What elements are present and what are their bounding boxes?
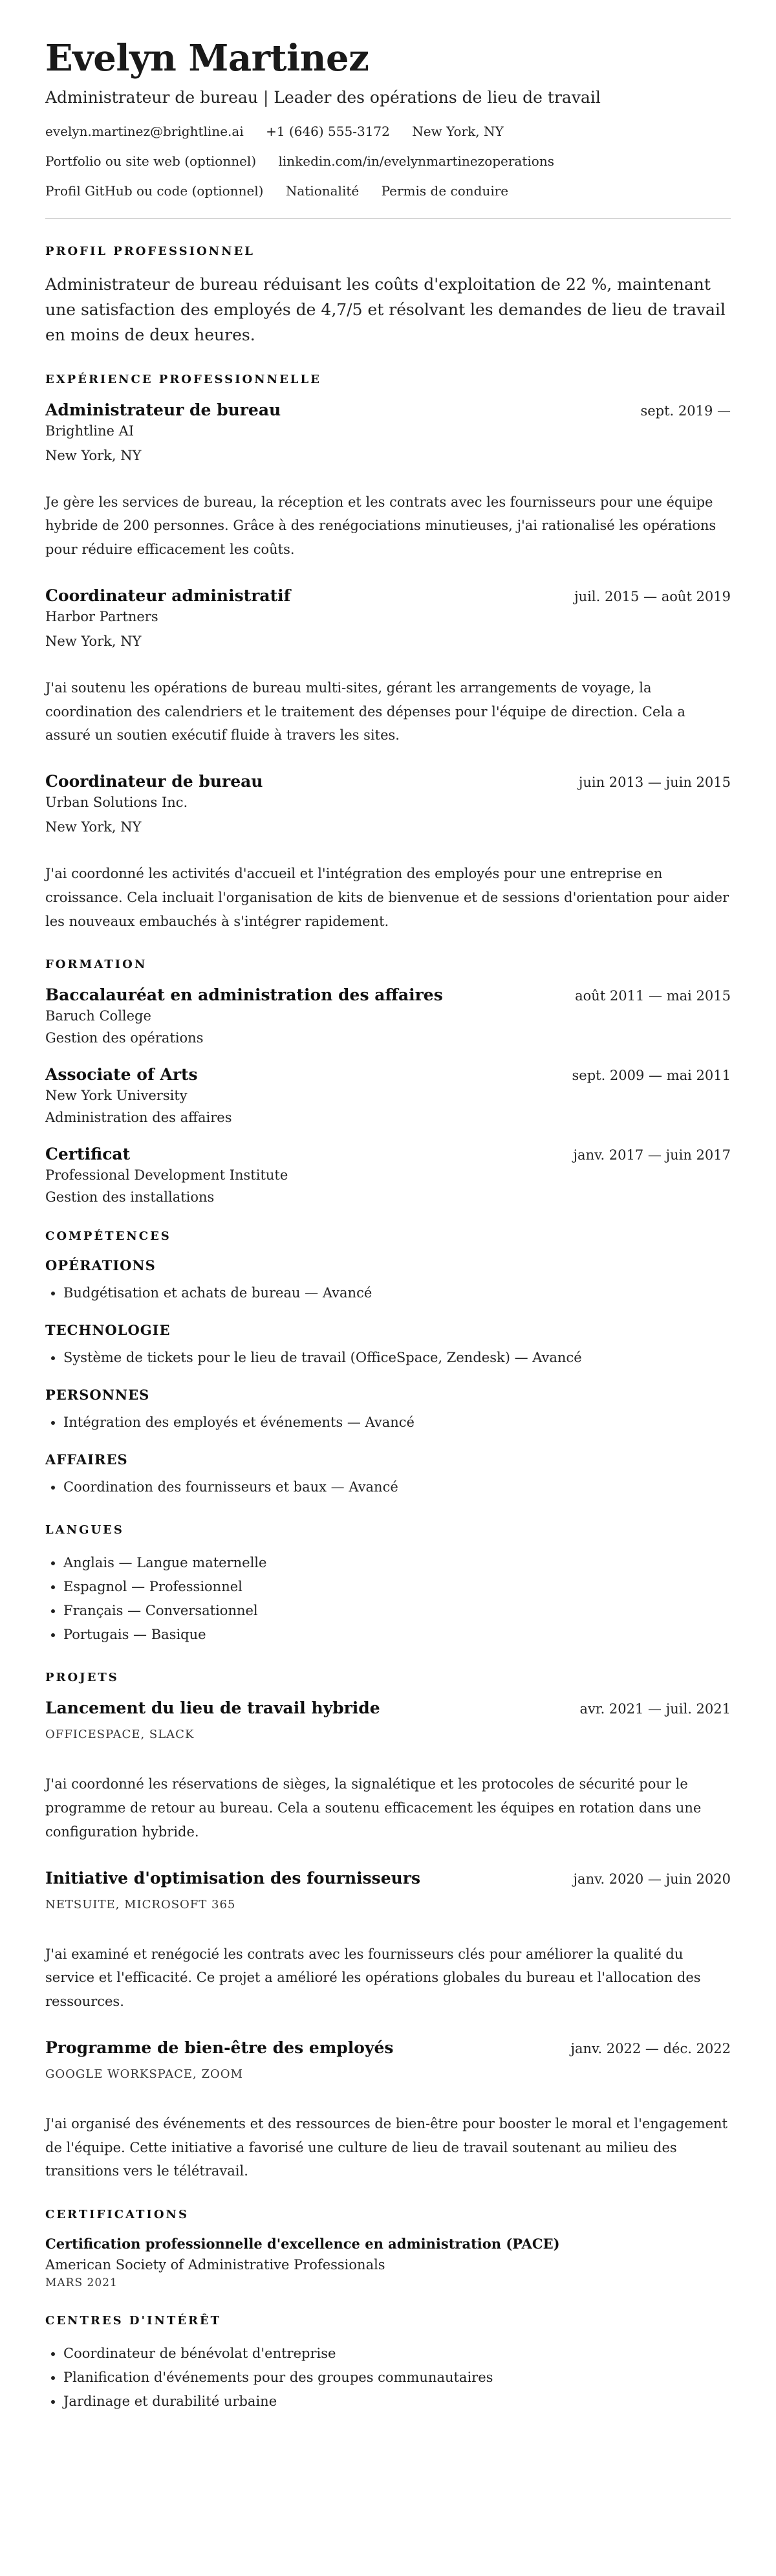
- profile-section: [45, 245, 731, 347]
- education-entry: [45, 1065, 731, 1125]
- project-tech: OFFICESPACE, SLACK: [45, 1728, 195, 1742]
- project-title: Initiative d'optimisation des fournisseurs: [45, 1868, 421, 1888]
- degree-title: Associate of Arts: [45, 1065, 198, 1084]
- experience-entry: [45, 772, 731, 933]
- education-section: [45, 958, 731, 1205]
- github-link[interactable]: Profil GitHub ou code (optionnel): [45, 183, 264, 199]
- cert-name: Certification professionnelle d'excellence en administration (PACE): [45, 2236, 560, 2252]
- section-title-experience: EXPÉRIENCE PROFESSIONNELLE: [45, 372, 321, 386]
- language-item: • Espagnol — Professionnel: [63, 1575, 731, 1599]
- candidate-name: Evelyn Martinez: [45, 37, 369, 80]
- skill-item: • Budgétisation et achats de bureau — Avancé: [63, 1281, 731, 1305]
- skill-list: [45, 1411, 731, 1435]
- skill-item: • Coordination des fournisseurs et baux — Avancé: [63, 1475, 731, 1499]
- skill-category: OPÉRATIONS: [45, 1257, 156, 1274]
- candidate-subtitle: Administrateur de bureau | Leader des opérations de lieu de travail: [45, 88, 601, 107]
- cert-date: MARS 2021: [45, 2276, 118, 2290]
- job-date: sept. 2019 —: [640, 402, 731, 419]
- section-title-interests: CENTRES D'INTÉRÊT: [45, 2314, 222, 2328]
- degree-field: Administration des affaires: [45, 1110, 232, 1126]
- job-description: J'ai coordonné les activités d'accueil et l'intégration des employés pour une entreprise en croissance. Cela incluait l'organisation de kits de bienvenue et de sessions d'orientation pour aider les nouveaux embauchés à s'intégrer rapidement.: [45, 866, 729, 929]
- interests-section: [45, 2314, 731, 2413]
- job-date: juin 2013 — juin 2015: [578, 775, 731, 791]
- language-item: • Anglais — Langue maternelle: [63, 1551, 731, 1575]
- section-title-skills: COMPÉTENCES: [45, 1229, 171, 1244]
- phone-text: +1 (646) 555-3172: [266, 124, 390, 140]
- degree-date: janv. 2017 — juin 2017: [573, 1147, 731, 1163]
- interest-item: • Planification d'événements pour des groupes communautaires: [63, 2366, 731, 2390]
- contact-row-2: [45, 153, 731, 169]
- portfolio-link[interactable]: Portfolio ou site web (optionnel): [45, 153, 257, 170]
- job-company: Urban Solutions Inc.: [45, 795, 188, 811]
- interest-list: [45, 2342, 731, 2413]
- project-description: J'ai coordonné les réservations de sièges, la signalétique et les protocoles de sécurité pour le programme de retour au bureau. Cela a soutenu efficacement les équipes en rotation dans une configuration hybride.: [45, 1776, 702, 1840]
- section-title-education: FORMATION: [45, 958, 147, 972]
- skill-category: PERSONNES: [45, 1386, 150, 1403]
- job-title: Administrateur de bureau: [45, 400, 281, 419]
- interest-item: • Coordinateur de bénévolat d'entreprise: [63, 2342, 731, 2366]
- school-name: New York University: [45, 1088, 188, 1104]
- job-location: New York, NY: [45, 819, 142, 835]
- degree-field: Gestion des installations: [45, 1189, 215, 1205]
- degree-title: Certificat: [45, 1145, 131, 1164]
- job-location: New York, NY: [45, 633, 142, 649]
- section-title-certifications: CERTIFICATIONS: [45, 2208, 189, 2222]
- section-title-profile: PROFIL PROFESSIONNEL: [45, 245, 255, 259]
- nationality-text: Nationalité: [285, 183, 360, 199]
- license-text: Permis de conduire: [381, 183, 509, 199]
- project-date: avr. 2021 — juil. 2021: [579, 1701, 731, 1717]
- project-date: janv. 2020 — juin 2020: [573, 1871, 731, 1887]
- experience-entry: [45, 401, 731, 562]
- skill-category: AFFAIRES: [45, 1451, 128, 1468]
- header-divider: [45, 218, 731, 219]
- skill-list: [45, 1346, 731, 1370]
- job-date: juil. 2015 — août 2019: [574, 588, 731, 604]
- language-list: [45, 1551, 731, 1646]
- project-tech: NETSUITE, MICROSOFT 365: [45, 1897, 236, 1911]
- skill-item: • Intégration des employés et événements — Avancé: [63, 1411, 731, 1435]
- project-description: J'ai organisé des événements et des ressources de bien-être pour booster le moral et l'engagement de l'équipe. Cette initiative a favorisé une culture de lieu de travail soutenant au milieu des transitions vers le télétravail.: [45, 2115, 727, 2179]
- school-name: Professional Development Institute: [45, 1167, 288, 1183]
- skill-category: TECHNOLOGIE: [45, 1322, 171, 1339]
- project-entry: [45, 1699, 731, 1844]
- contact-row-1: [45, 124, 731, 139]
- job-location: New York, NY: [45, 447, 142, 463]
- job-company: Brightline AI: [45, 423, 135, 439]
- project-description: J'ai examiné et renégocié les contrats avec les fournisseurs clés pour améliorer la qualité du service et l'efficacité. Ce projet a amélioré les opérations globales du bureau et l'allocation des ressources.: [45, 1946, 701, 2010]
- skill-item: • Système de tickets pour le lieu de travail (OfficeSpace, Zendesk) — Avancé: [63, 1346, 731, 1370]
- projects-section: [45, 1671, 731, 2183]
- degree-field: Gestion des opérations: [45, 1030, 204, 1046]
- section-title-languages: LANGUES: [45, 1523, 124, 1537]
- experience-section: [45, 373, 731, 934]
- cert-org: American Society of Administrative Professionals: [45, 2257, 385, 2273]
- school-name: Baruch College: [45, 1008, 151, 1024]
- skills-section: [45, 1229, 731, 1499]
- experience-entry: [45, 586, 731, 747]
- linkedin-link[interactable]: linkedin.com/in/evelynmartinezoperations: [278, 153, 554, 170]
- degree-date: août 2011 — mai 2015: [575, 988, 731, 1004]
- project-date: janv. 2022 — déc. 2022: [570, 2040, 731, 2056]
- section-title-projects: PROJETS: [45, 1671, 119, 1685]
- project-tech: GOOGLE WORKSPACE, ZOOM: [45, 2067, 243, 2081]
- languages-section: [45, 1523, 731, 1646]
- project-title: Lancement du lieu de travail hybride: [45, 1699, 380, 1718]
- project-entry: [45, 1869, 731, 2014]
- degree-title: Baccalauréat en administration des affaires: [45, 985, 443, 1005]
- interest-item: • Jardinage et durabilité urbaine: [63, 2390, 731, 2414]
- language-item: • Portugais — Basique: [63, 1623, 731, 1647]
- profile-summary: Administrateur de bureau réduisant les coûts d'exploitation de 22 %, maintenant une satisfaction des employés de 4,7/5 et résolvant les demandes de lieu de travail en moins de deux heures.: [45, 275, 726, 344]
- job-description: J'ai soutenu les opérations de bureau multi-sites, gérant les arrangements de voyage, la coordination des calendriers et le traitement des dépenses pour l'équipe de direction. Cela a assuré un soutien exécutif fluide à travers les sites.: [45, 679, 685, 743]
- job-description: Je gère les services de bureau, la réception et les contrats avec les fournisseurs pour une équipe hybride de 200 personnes. Grâce à des renégociations minutieuses, j'ai rationalisé les opérations pour réduire efficacement les coûts.: [45, 494, 717, 558]
- job-company: Harbor Partners: [45, 608, 158, 624]
- skill-list: [45, 1475, 731, 1499]
- location-text: New York, NY: [412, 124, 504, 140]
- project-title: Programme de bien-être des employés: [45, 2038, 394, 2057]
- email-link[interactable]: evelyn.martinez@brightline.ai: [45, 124, 244, 140]
- job-title: Coordinateur administratif: [45, 586, 291, 605]
- contact-row-3: [45, 183, 731, 199]
- education-entry: [45, 985, 731, 1046]
- certifications-section: [45, 2208, 731, 2289]
- degree-date: sept. 2009 — mai 2011: [572, 1068, 731, 1084]
- language-item: • Français — Conversationnel: [63, 1599, 731, 1623]
- skill-list: [45, 1281, 731, 1305]
- job-title: Coordinateur de bureau: [45, 772, 263, 791]
- project-entry: [45, 2038, 731, 2183]
- education-entry: [45, 1145, 731, 1205]
